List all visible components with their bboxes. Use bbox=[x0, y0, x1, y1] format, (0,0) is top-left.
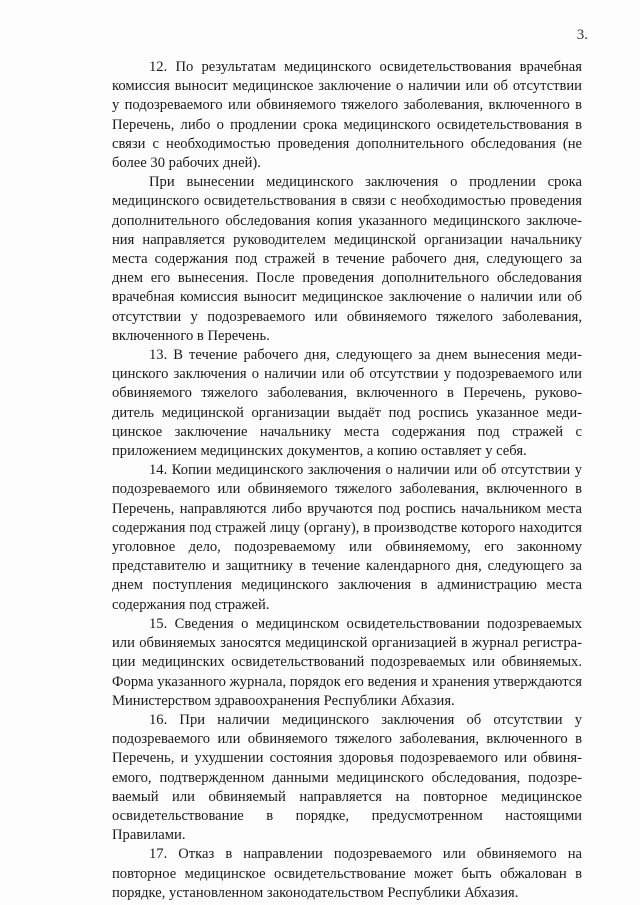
page-number: 3. bbox=[576, 27, 588, 43]
paragraph-12: 12. По результатам медицинского освидетельствования врачебная комиссия выносит медицинское заключение о наличии или об отсутствии у подозреваемого или обвиняемого тяжелого заболевания, включенного в Перечень, либо о продлении срока медицинского освидетельствования в связи с необходимостью проведения дополнительного обследования (не более 30 рабочих дней). bbox=[112, 59, 582, 172]
paragraph-12-continuation: При вынесении медицинского заключения о продлении срока медицинского освидетельствования в связи с необходимостью проведения дополнительного обследования копия указанного медицинского заключения направляется руководителем медицинской организации начальнику места содержания под стражей в течение рабочего дня, следующего за днем его вынесения. После проведения дополнительного обследования врачебная комиссия выносит медицинское заключение о наличии или об отсутствии у подозреваемого или обвиняемого тяжелого заболевания, включенного в Перечень. bbox=[112, 174, 582, 344]
paragraph-14: 14. Копии медицинского заключения о наличии или об отсутствии у подозреваемого или обвиняемого тяжелого заболевания, включенного в Перечень, направляются либо вручаются под роспись начальником места содержания под стражей лицу (органу), в производстве которого находится уголовное дело, подозреваемому или обвиняемому, его законному представителю и защитнику в течение календарного дня, следующего за днем поступления медицинского заключения в администрацию места содержания под стражей. bbox=[112, 462, 582, 613]
paragraph-17: 17. Отказ в направлении подозреваемого или обвиняемого на повторное медицинское освидетельствование может быть обжалован в порядке, установленном законодательством Республики Абхазия. bbox=[112, 846, 582, 901]
document-body bbox=[112, 58, 582, 903]
paragraph-15: 15. Сведения о медицинском освидетельствовании подозреваемых или обвиняемых заносятся медицинской организацией в журнал регистрации медицинских освидетельствований подозреваемых или обвиняемых. Форма указанного журнала, порядок его ведения и хранения утверждаются Министерством здравоохранения Республики Абхазия. bbox=[112, 615, 582, 709]
paragraph-13: 13. В течение рабочего дня, следующего за днем вынесения медицинского заключения о наличии или об отсутствии у подозреваемого или обвиняемого тяжелого заболевания, включенного в Перечень, руководитель медицинской организации выдаёт под роспись указанное медицинское заключение начальнику места содержания под стражей с приложением медицинских документов, а копию оставляет у себя. bbox=[112, 347, 582, 460]
paragraph-16: 16. При наличии медицинского заключения об отсутствии у подозреваемого или обвиняемого тяжелого заболевания, включенного в Перечень, и ухудшении состояния здоровья подозреваемого или обвиняемого, подтвержденном данными медицинского обследования, подозреваемый или обвиняемый направляется на повторное медицинское освидетельствование в порядке, предусмотренном настоящими Правилами. bbox=[112, 711, 582, 844]
